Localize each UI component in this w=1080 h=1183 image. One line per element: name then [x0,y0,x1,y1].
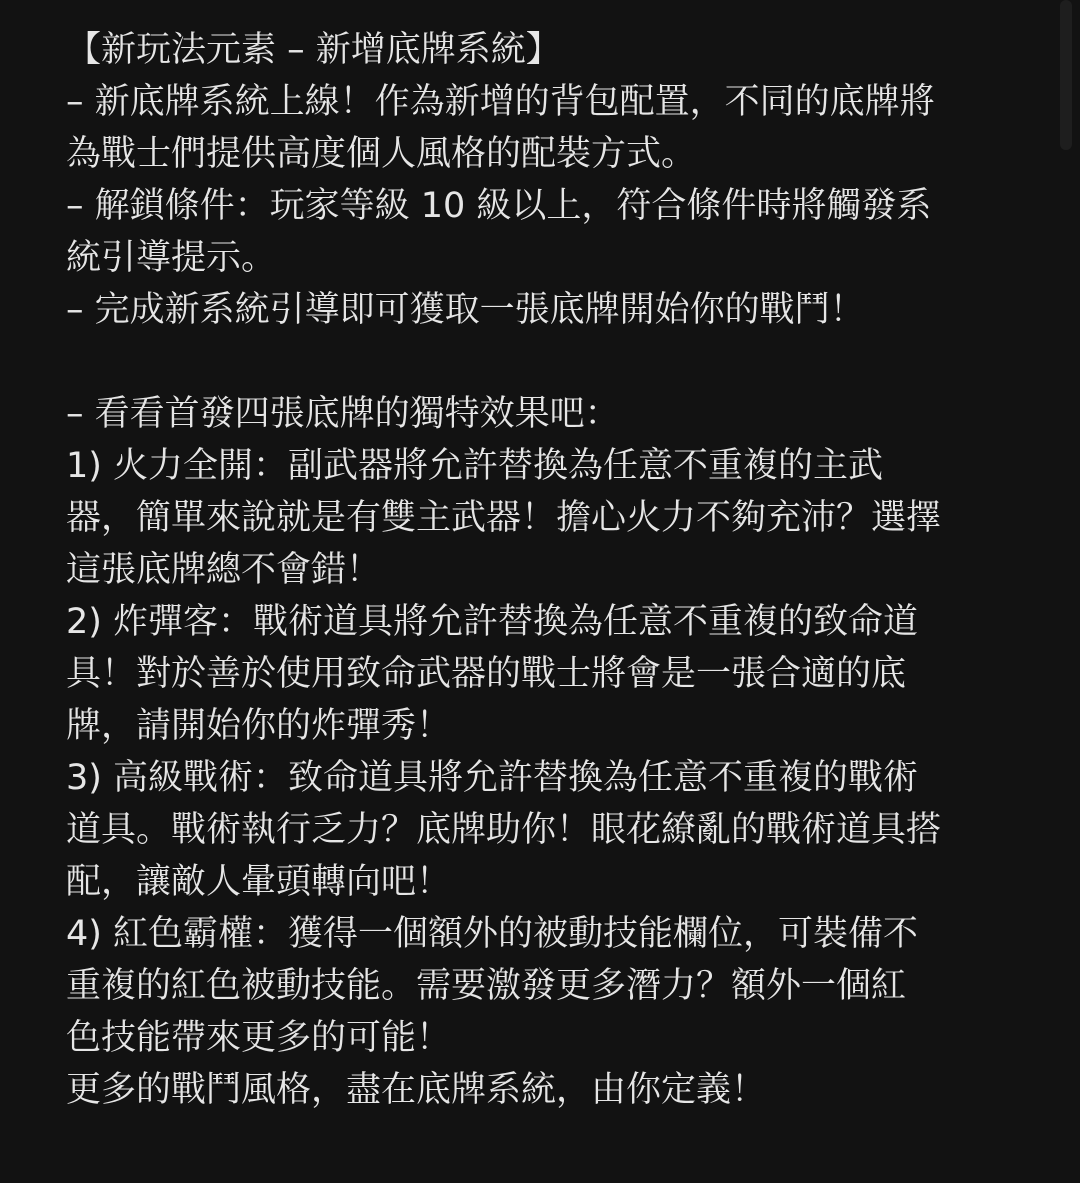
text-line: 配，讓敵人暈頭轉向吧！ [66,862,452,902]
section-title: 【新玩法元素 – 新增底牌系統】 [66,30,561,70]
blank-line [66,336,1010,388]
text-line: 色技能帶來更多的可能！ [66,1018,452,1058]
text-line: 1) 火力全開：副武器將允許替換為任意不重複的主武 [66,446,884,486]
text-line: 統引導提示。 [66,238,277,278]
closing-line: 更多的戰鬥風格，盡在底牌系統，由你定義！ [66,1070,767,1110]
text-line: 牌，請開始你的炸彈秀！ [66,706,452,746]
text-line: 道具。戰術執行乏力？底牌助你！眼花繚亂的戰術道具搭 [66,810,942,850]
text-line: 具！對於善於使用致命武器的戰士將會是一張合適的底 [66,654,907,694]
text-line: – 新底牌系統上線！作為新增的背包配置，不同的底牌將 [66,82,935,122]
text-line: – 解鎖條件：玩家等級 10 級以上，符合條件時將觸發系 [66,186,932,226]
text-line: – 完成新系統引導即可獲取一張底牌開始你的戰鬥！ [66,290,865,330]
scrollbar[interactable] [1060,0,1072,150]
text-line: – 看看首發四張底牌的獨特效果吧： [66,394,620,434]
text-line: 4) 紅色霸權：獲得一個額外的被動技能欄位，可裝備不 [66,914,919,954]
text-line: 器，簡單來說就是有雙主武器！擔心火力不夠充沛？選擇 [66,498,942,538]
announcement-text [66,24,1010,1116]
text-line: 3) 高級戰術：致命道具將允許替換為任意不重複的戰術 [66,758,919,798]
text-line: 重複的紅色被動技能。需要激發更多潛力？額外一個紅 [66,966,907,1006]
text-line: 為戰士們提供高度個人風格的配裝方式。 [66,134,697,174]
text-line: 這張底牌總不會錯！ [66,550,382,590]
text-line: 2) 炸彈客：戰術道具將允許替換為任意不重複的致命道 [66,602,919,642]
